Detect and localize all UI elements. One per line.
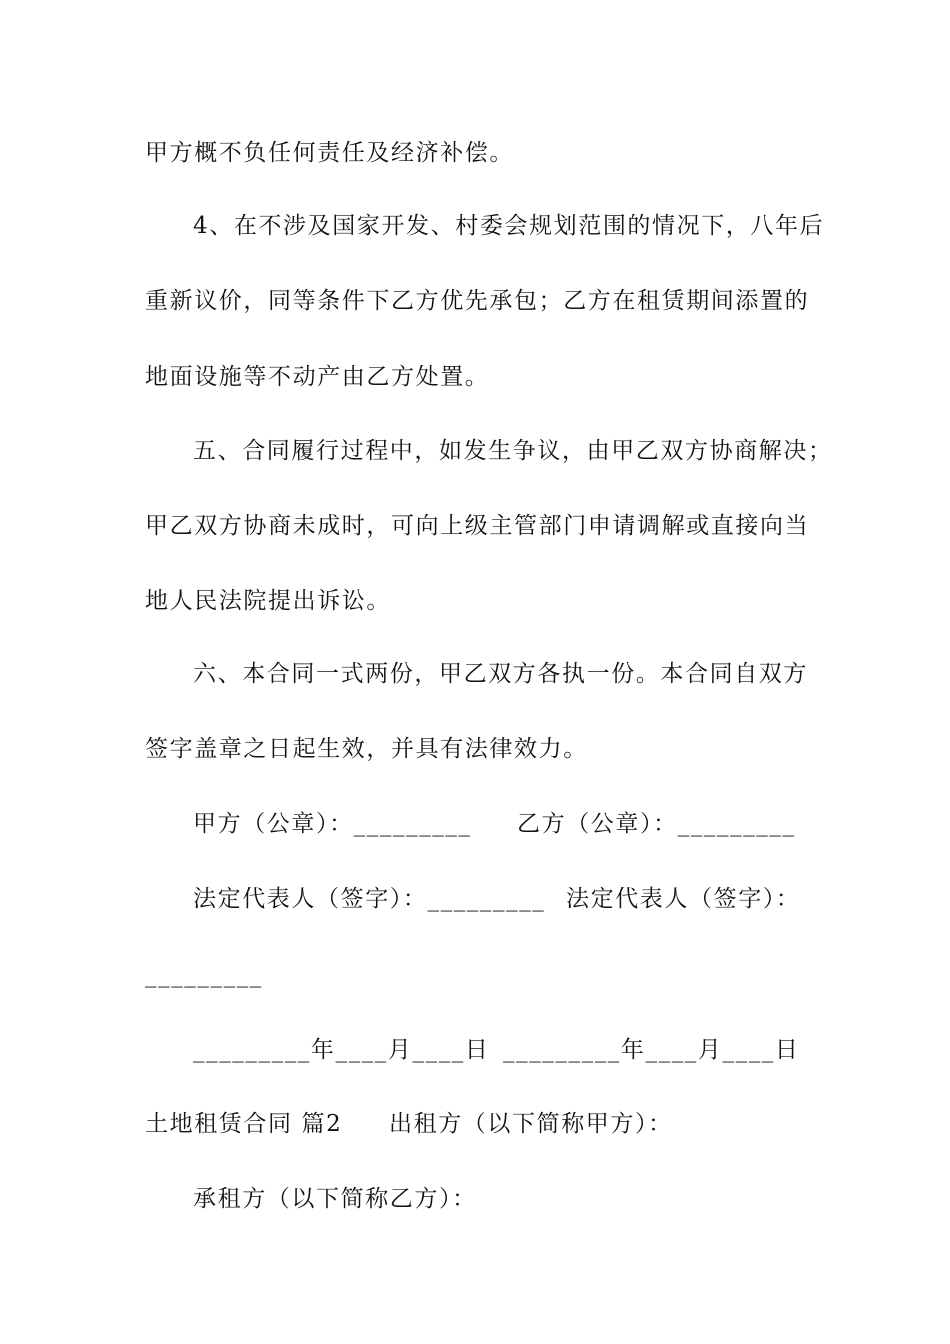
- date-field-a: _________年____月____日: [193, 1037, 490, 1063]
- paragraph-line: 甲方概不负任何责任及经济补偿。: [145, 140, 514, 166]
- paragraph-line: 六、本合同一式两份，甲乙双方各执一份。本合同自双方: [193, 661, 808, 687]
- paragraph-line: 地面设施等不动产由乙方处置。: [145, 364, 490, 390]
- party-a-rep-field: 法定代表人（签字）：_________: [193, 886, 546, 912]
- contract-2-title: 土地租赁合同 篇2: [145, 1111, 343, 1137]
- paragraph-line: 4、在不涉及国家开发、村委会规划范围的情况下，八年后: [193, 213, 825, 239]
- paragraph-line: 重新议价，同等条件下乙方优先承包；乙方在租赁期间添置的: [145, 288, 810, 314]
- date-field-b: _________年____月____日: [503, 1037, 800, 1063]
- paragraph-line: 签字盖章之日起生效，并具有法律效力。: [145, 736, 588, 762]
- lessor-label: 出租方（以下简称甲方）：: [389, 1111, 673, 1137]
- party-a-seal-field: 甲方（公章）：_________: [193, 811, 472, 837]
- party-b-seal-field: 乙方（公章）：_________: [517, 811, 796, 837]
- paragraph-line: 五、合同履行过程中，如发生争议，由甲乙双方协商解决；: [193, 438, 833, 464]
- lessee-label: 承租方（以下简称乙方）：: [193, 1186, 477, 1212]
- paragraph-line: 地人民法院提出诉讼。: [145, 588, 391, 614]
- party-b-rep-field: 法定代表人（签字）：: [566, 886, 801, 912]
- party-b-rep-blank: _________: [145, 962, 263, 988]
- paragraph-line: 甲乙双方协商未成时，可向上级主管部门申请调解或直接向当: [145, 513, 810, 539]
